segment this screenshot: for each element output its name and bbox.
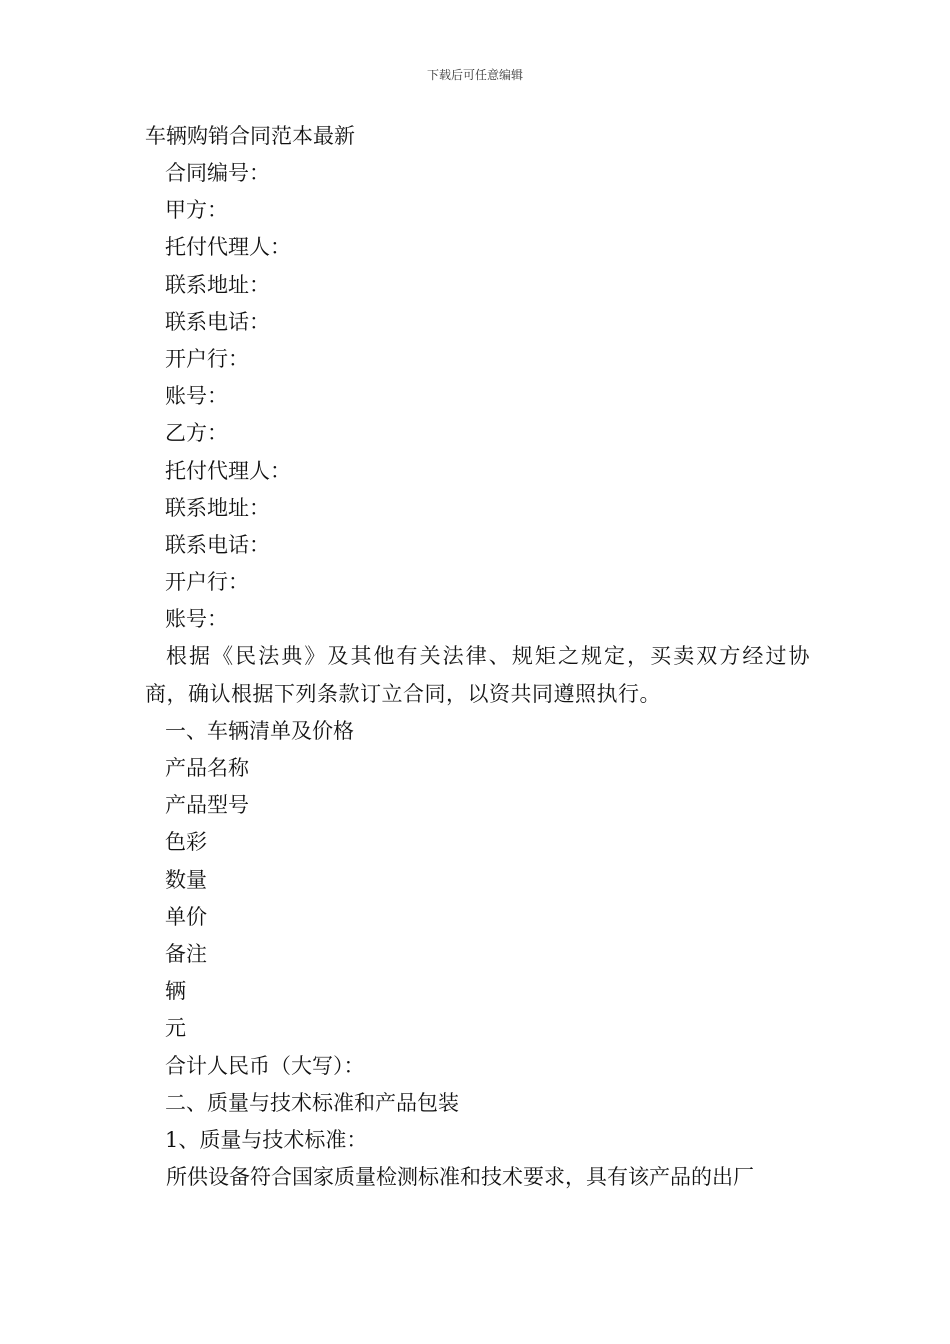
party-a-phone-line: 联系电话： — [165, 309, 270, 334]
party-b-line: 乙方： — [165, 421, 228, 446]
field-unit-price: 单价 — [165, 904, 207, 929]
party-b-agent-line: 托付代理人： — [165, 458, 291, 483]
document-body — [145, 118, 810, 1196]
contract-number-line: 合同编号： — [165, 161, 270, 185]
party-a-address-line: 联系地址： — [165, 272, 270, 297]
quality-paragraph: 所供设备符合国家质量检测标准和技术要求，具有该产品的出厂 — [166, 1165, 754, 1190]
total-rmb-line: 合计人民币（大写）： — [165, 1053, 365, 1078]
party-b-account-line: 账号： — [165, 607, 228, 632]
page-header-note: 下载后可任意编辑 — [426, 68, 523, 82]
party-b-address-line: 联系地址： — [165, 495, 270, 520]
party-a-line: 甲方： — [165, 198, 228, 223]
party-a-bank-line: 开户行： — [165, 346, 249, 371]
unit-vehicle: 辆 — [165, 979, 186, 1004]
section-block — [145, 713, 810, 1159]
section-heading-vehicle-list: 一、车辆清单及价格 — [165, 718, 354, 743]
section-heading-quality: 二、质量与技术标准和产品包装 — [165, 1090, 459, 1115]
party-info-block — [145, 155, 810, 638]
document-title: 车辆购销合同范本最新 — [145, 124, 355, 148]
field-product-name: 产品名称 — [165, 756, 249, 781]
subsection-quality-standard: 1、质量与技术标准： — [165, 1127, 368, 1152]
field-remarks: 备注 — [165, 941, 207, 966]
field-product-model: 产品型号 — [165, 793, 249, 818]
party-b-bank-line: 开户行： — [165, 570, 249, 595]
field-color: 色彩 — [165, 830, 207, 855]
party-a-account-line: 账号： — [165, 384, 228, 409]
unit-yuan: 元 — [165, 1016, 186, 1041]
party-b-phone-line: 联系电话： — [165, 532, 270, 557]
party-a-agent-line: 托付代理人： — [165, 235, 291, 260]
intro-paragraph: 根据《民法典》及其他有关法律、规矩之规定，买卖双方经过协商，确认根据下列条款订立合同，以资共同遵照执行。 — [145, 644, 810, 706]
field-quantity: 数量 — [165, 867, 207, 892]
